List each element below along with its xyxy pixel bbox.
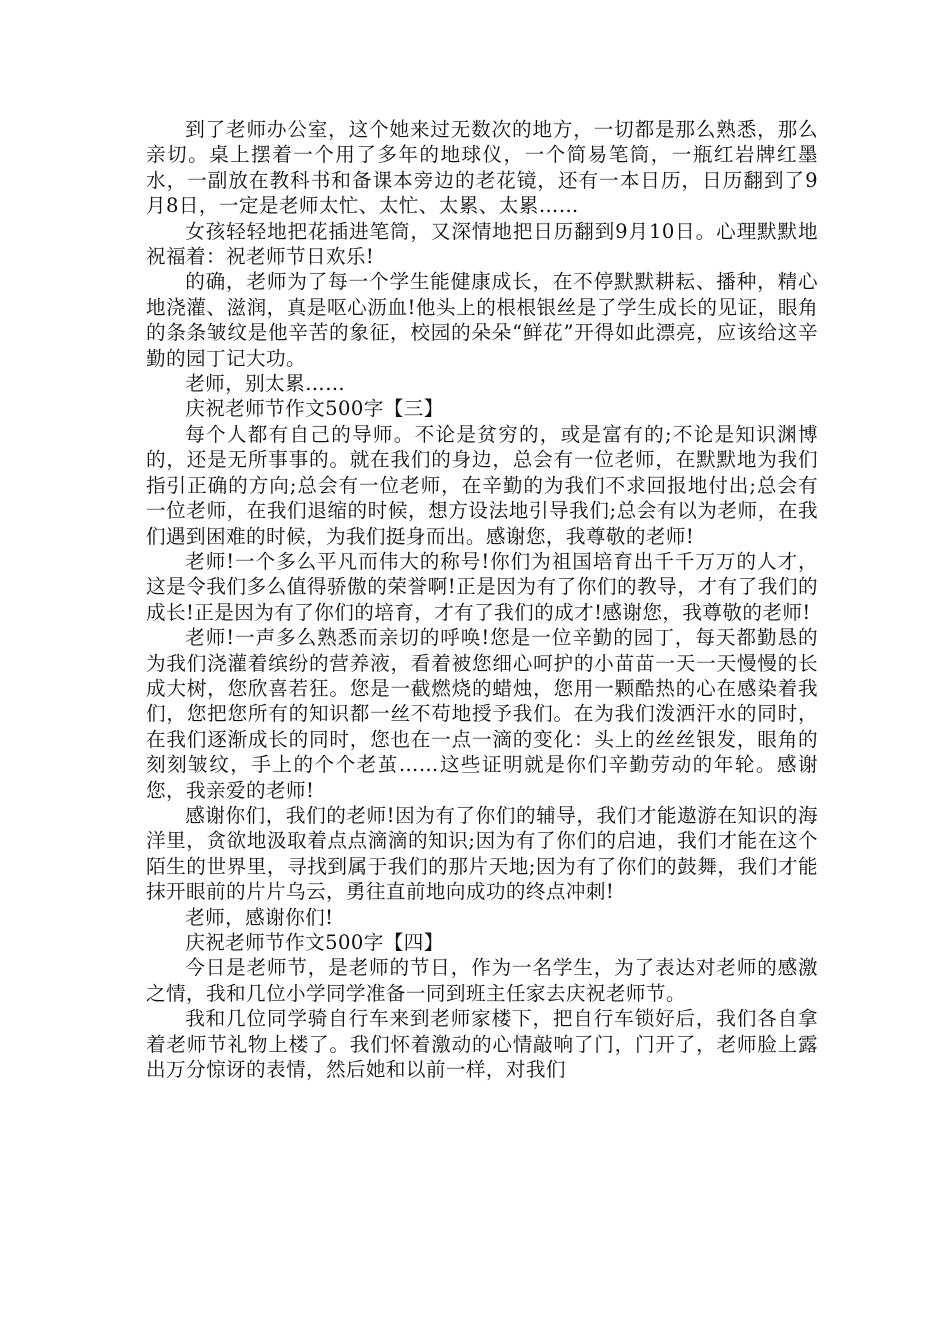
paragraph-call: 老师!一声多么熟悉而亲切的呼唤!您是一位辛勤的园丁，每天都勤恳的为我们浇灌着缤纷的营养液，看着被您细心呵护的小苗苗一天一天慢慢的长成大树，您欣喜若狂。您是一截燃烧的蜡烛，您用一颗酷热的心在感染着我们，您把您所有的知识都一丝不苟地授予我们。在为我们泼洒汗水的同时，在我们逐渐成长的同时，您也在一点一滴的变化：头上的丝丝银发，眼角的刻刻皱纹，手上的个个老茧……这些证明就是你们辛勤劳动的年轮。感谢您，我亲爱的老师!: [146, 626, 818, 802]
paragraph-visit: 我和几位同学骑自行车来到老师家楼下，把自行车锁好后，我们各自拿着老师节礼物上楼了。我们怀着激动的心情敲响了门，门开了，老师脸上露出万分惊讶的表情，然后她和以前一样，对我们: [146, 1007, 818, 1082]
paragraph-mentor: 每个人都有自己的导师。不论是贫穷的，或是富有的;不论是知识渊博的，还是无所事事的。就在我们的身边，总会有一位老师，在默默地为我们指引正确的方向;总会有一位老师，在辛勤的为我们不求回报地付出;总会有一位老师，在我们退缩的时候，想方设法地引导我们;总会有以为老师，在我们遇到困难的时候，为我们挺身而出。感谢您，我尊敬的老师!: [146, 422, 818, 548]
paragraph-office: 到了老师办公室，这个她来过无数次的地方，一切都是那么熟悉，那么亲切。桌上摆着一个用了多年的地球仪，一个简易笔筒，一瓶红岩牌红墨水，一副放在教科书和备课本旁边的老花镜，还有一本日历，日历翻到了9月8日，一定是老师太忙、太忙、太累、太累……: [146, 118, 818, 218]
paragraph-dont-tire: 老师，别太累……: [185, 372, 346, 396]
paragraph-thanks: 感谢你们，我们的老师!因为有了你们的辅导，我们才能遨游在知识的海洋里，贪欲地汲取着点点滴滴的知识;因为有了你们的启迪，我们才能在这个陌生的世界里，寻找到属于我们的那片天地;因为有了你们的鼓舞，我们才能抹开眼前的片片乌云，勇往直前地向成功的终点冲刺!: [146, 803, 818, 904]
paragraph-gardener: 的确，老师为了每一个学生能健康成长，在不停默默耕耘、播种，精心地浇灌、滋润，真是呕心沥血!他头上的根根银丝是了学生成长的见证，眼角的条条皱纹是他辛苦的象征，校园的朵朵“鲜花”开得如此漂亮，应该给这辛勤的园丁记大功。: [146, 270, 818, 370]
document-body: [146, 117, 818, 1082]
paragraph-teachers-day: 今日是老师节，是老师的节日，作为一名学生，为了表达对老师的感激之情，我和几位小学同学准备一同到班主任家去庆祝老师节。: [146, 956, 818, 1005]
section-heading-three: 庆祝老师节作文500字【三】: [185, 397, 444, 421]
paragraph-title: 老师!一个多么平凡而伟大的称号!你们为祖国培育出千千万万的人才，这是令我们多么值得骄傲的荣誉啊!正是因为有了你们的教导，才有了我们的成长!正是因为有了你们的培育，才有了我们的成才!感谢您，我尊敬的老师!: [146, 549, 818, 624]
paragraph-thank-you: 老师，感谢你们!: [185, 905, 334, 929]
section-heading-four: 庆祝老师节作文500字【四】: [185, 931, 444, 954]
paragraph-calendar: 女孩轻轻地把花插进笔筒，又深情地把日历翻到9月10日。心理默默地祝福着：祝老师节日欢乐!: [146, 219, 818, 269]
